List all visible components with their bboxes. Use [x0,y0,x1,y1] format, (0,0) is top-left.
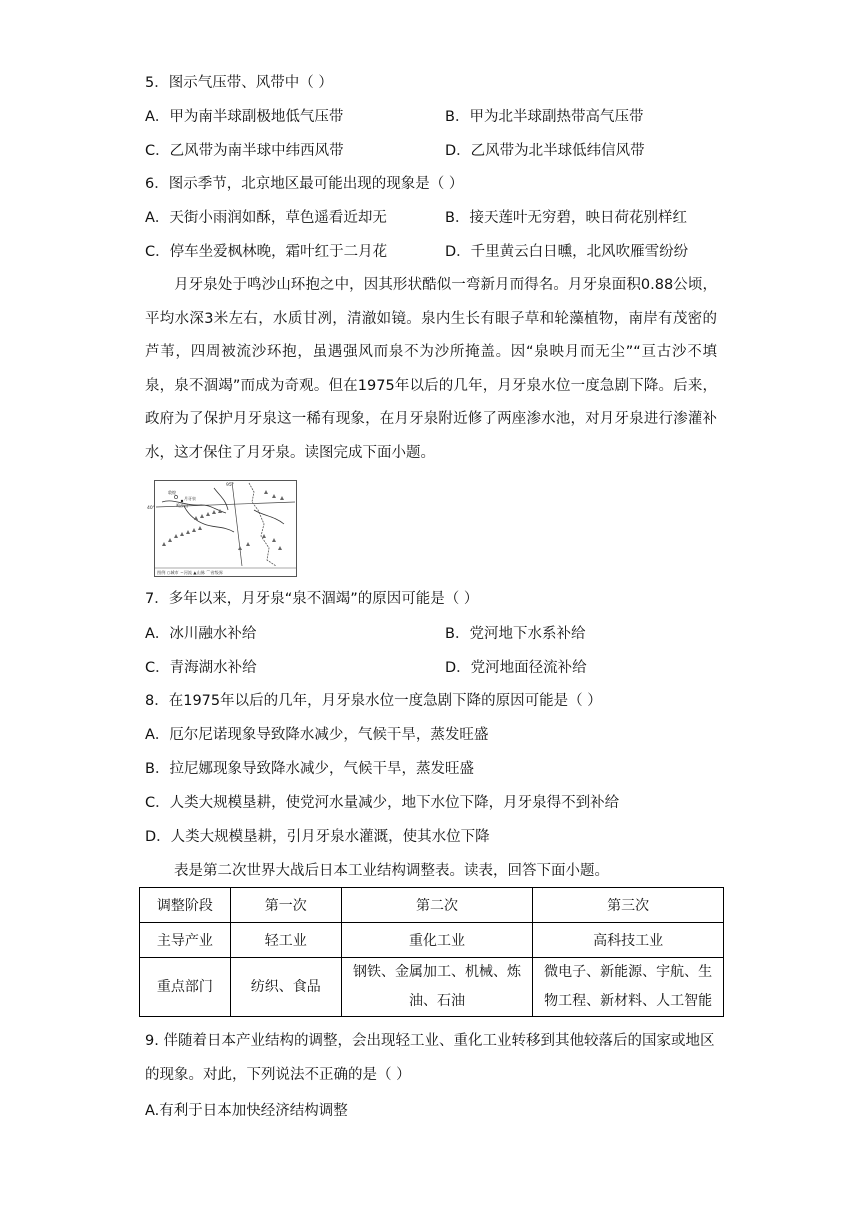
q8-option-b: B．拉尼娜现象导致降水减少，气候干旱，蒸发旺盛 [145,761,474,777]
map-figure [147,480,297,577]
q5-option-c: C．乙风带为南半球中纬西风带 [145,143,344,159]
table-header-cell: 第二次 [341,888,533,923]
table-cell: 重点部门 [140,958,231,1017]
q6-option-a: A．天街小雨润如酥，草色遥看近却无 [145,210,387,226]
table-header-row [140,888,724,923]
map-label-yueyaquan: 月牙泉 [184,496,196,501]
q5-option-d: D．乙风带为北半球低纬信风带 [445,143,645,159]
q5-stem: 5．图示气压带、风带中（ ） [145,75,333,91]
q7-option-d: D．党河地面径流补给 [445,660,587,676]
q5-option-b: B．甲为北半球副热带高气压带 [445,109,644,125]
q9-stem: 9. 伴随着日本产业结构的调整，会出现轻工业、重化工业转移到其他较落后的国家或地区的现象。对此，下列说法不正确的是（ ） [145,1033,715,1083]
passage-text: 月牙泉处于鸣沙山环抱之中，因其形状酷似一弯新月而得名。月牙泉面积0.88公顷，平均水深3米左右，水质甘冽，清澈如镜。泉内生长有眼子草和轮藻植物，南岸有茂密的芦苇，四周被流沙环抱，虽遇强风而泉不为沙所掩盖。因“泉映月而无尘”“亘古沙不填泉，泉不涸竭”而成为奇观。但在1975年以后的几年，月牙泉水位一度急剧下降。后来，政府为了保护月牙泉这一稀有现象，在月牙泉附近修了两座渗水池，对月牙泉进行渗灌补水，这才保住了月牙泉。读图完成下面小题。 [145,277,717,461]
table-header-cell: 第一次 [230,888,341,923]
table-header-cell: 第三次 [533,888,724,923]
table-header-cell: 调整阶段 [140,888,231,923]
map-legend: 图例 ○城市 ∼河流 ▲山脉 ⌒省级界 [157,570,223,575]
q8-option-a: A．厄尔尼诺现象导致降水减少，气候干旱，蒸发旺盛 [145,727,489,743]
table-row [140,958,724,1017]
industry-structure-table [139,887,724,1017]
map-image [147,480,297,577]
q8-stem: 8．在1975年以后的几年，月牙泉水位一度急剧下降的原因可能是（ ） [145,693,602,709]
table-cell: 微电子、新能源、宇航、生物工程、新材料、人工智能 [533,958,724,1017]
map-label-mingshashan: 鸣沙山 [176,503,188,508]
table-cell: 主导产业 [140,923,231,958]
q7-option-a: A．冰川融水补给 [145,626,257,642]
q7-option-b: B．党河地下水系补给 [445,626,586,642]
q7-option-c: C．青海湖水补给 [145,660,257,676]
table-intro: 表是第二次世界大战后日本工业结构调整表。读表，回答下面小题。 [174,863,609,879]
table-cell: 轻工业 [230,923,341,958]
map-lon-label: 95° [226,483,234,488]
q8-option-d: D．人类大规模垦耕，引月牙泉水灌溉，使其水位下降 [145,829,490,845]
map-lat-label: 40° [147,506,155,511]
q6-option-c: C．停车坐爱枫林晚，霜叶红于二月花 [145,244,388,260]
map-label-dunhuang: 敦煌 [168,490,176,495]
table-cell: 重化工业 [341,923,533,958]
q5-option-a: A．甲为南半球副极地低气压带 [145,109,344,125]
q6-option-b: B．接天莲叶无穷碧，映日荷花别样红 [445,210,687,226]
q8-option-c: C．人类大规模垦耕，使党河水量减少，地下水位下降，月牙泉得不到补给 [145,795,620,811]
table-cell: 钢铁、金属加工、机械、炼油、石油 [341,958,533,1017]
table-cell: 纺织、食品 [230,958,341,1017]
q6-stem: 6．图示季节，北京地区最可能出现的现象是（ ） [145,176,464,192]
passage-paragraph [145,269,717,470]
q7-stem: 7．多年以来，月牙泉“泉不涸竭”的原因可能是（ ） [145,591,479,607]
q6-option-d: D．千里黄云白日曛，北风吹雁雪纷纷 [445,244,689,260]
table-cell: 高科技工业 [533,923,724,958]
table-row [140,923,724,958]
q9-option-a: A.有利于日本加快经济结构调整 [145,1103,348,1119]
